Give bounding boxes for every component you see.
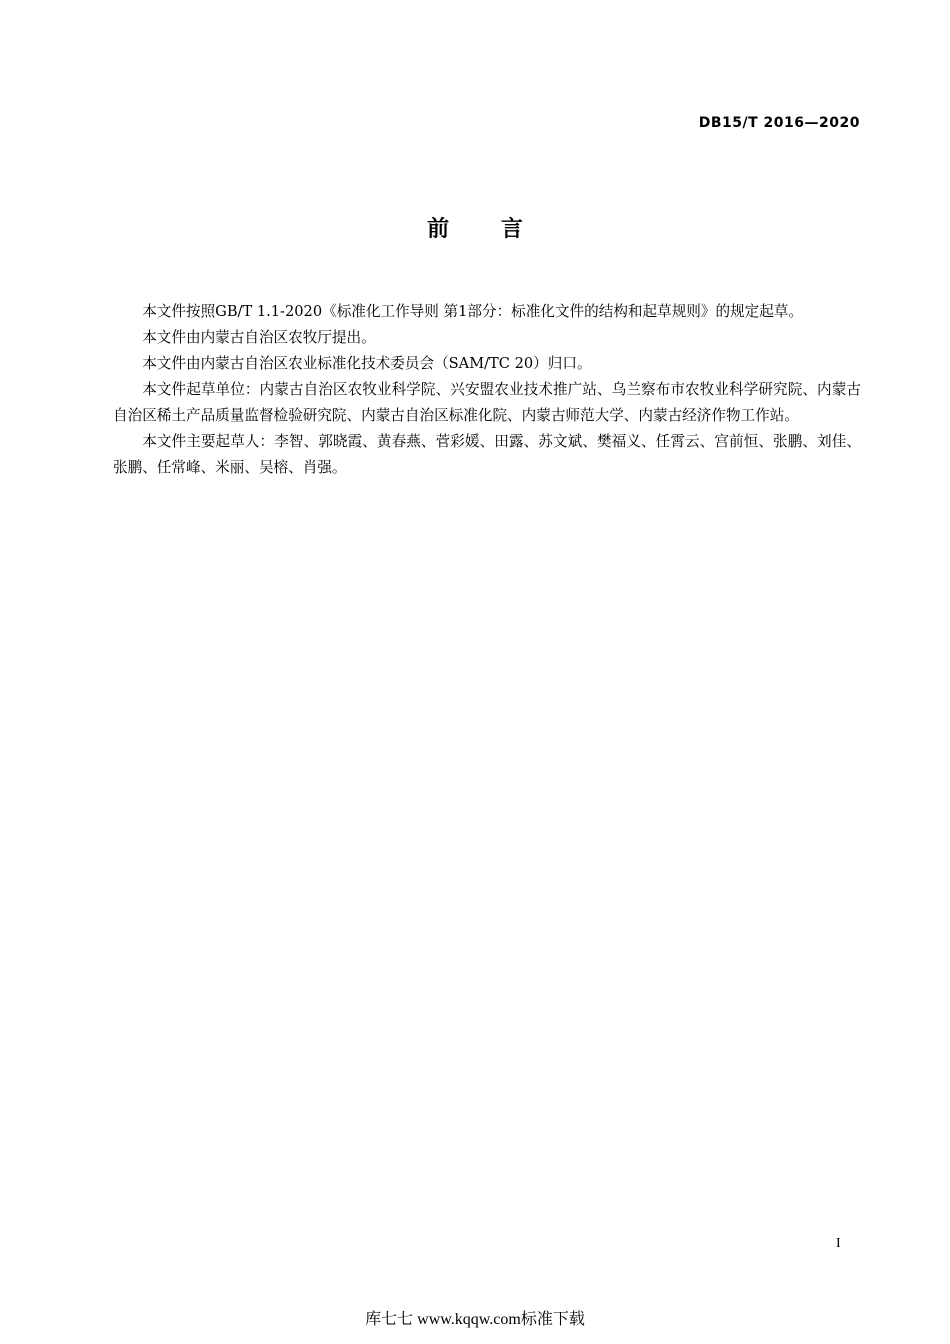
paragraph-drafting-rules: 本文件按照GB/T 1.1-2020《标准化工作导则 第1部分：标准化文件的结构和起草规则》的规定起草。 xyxy=(142,303,804,320)
foreword-body xyxy=(113,299,861,481)
document-code: DB15/T 2016—2020 xyxy=(698,115,860,131)
footer-watermark: 库七七 www.kqqw.com标准下载 xyxy=(365,1311,585,1328)
page-number: I xyxy=(836,1236,841,1251)
section-title: 前 言 xyxy=(427,217,545,242)
paragraph-drafters: 本文件主要起草人：李智、郭晓霞、黄春燕、菅彩媛、田露、苏文斌、樊福义、任霄云、宫前恒、张鹏、刘佳、张鹏、任常峰、米丽、吴榕、肖强。 xyxy=(113,433,861,476)
paragraph-drafting-units: 本文件起草单位：内蒙古自治区农牧业科学院、兴安盟农业技术推广站、乌兰察布市农牧业科学研究院、内蒙古自治区稀土产品质量监督检验研究院、内蒙古自治区标准化院、内蒙古师范大学、内蒙古经济作物工作站。 xyxy=(113,381,861,424)
paragraph-administrator: 本文件由内蒙古自治区农业标准化技术委员会（SAM/TC 20）归口。 xyxy=(142,355,592,372)
paragraph-proposer: 本文件由内蒙古自治区农牧厅提出。 xyxy=(142,329,376,346)
